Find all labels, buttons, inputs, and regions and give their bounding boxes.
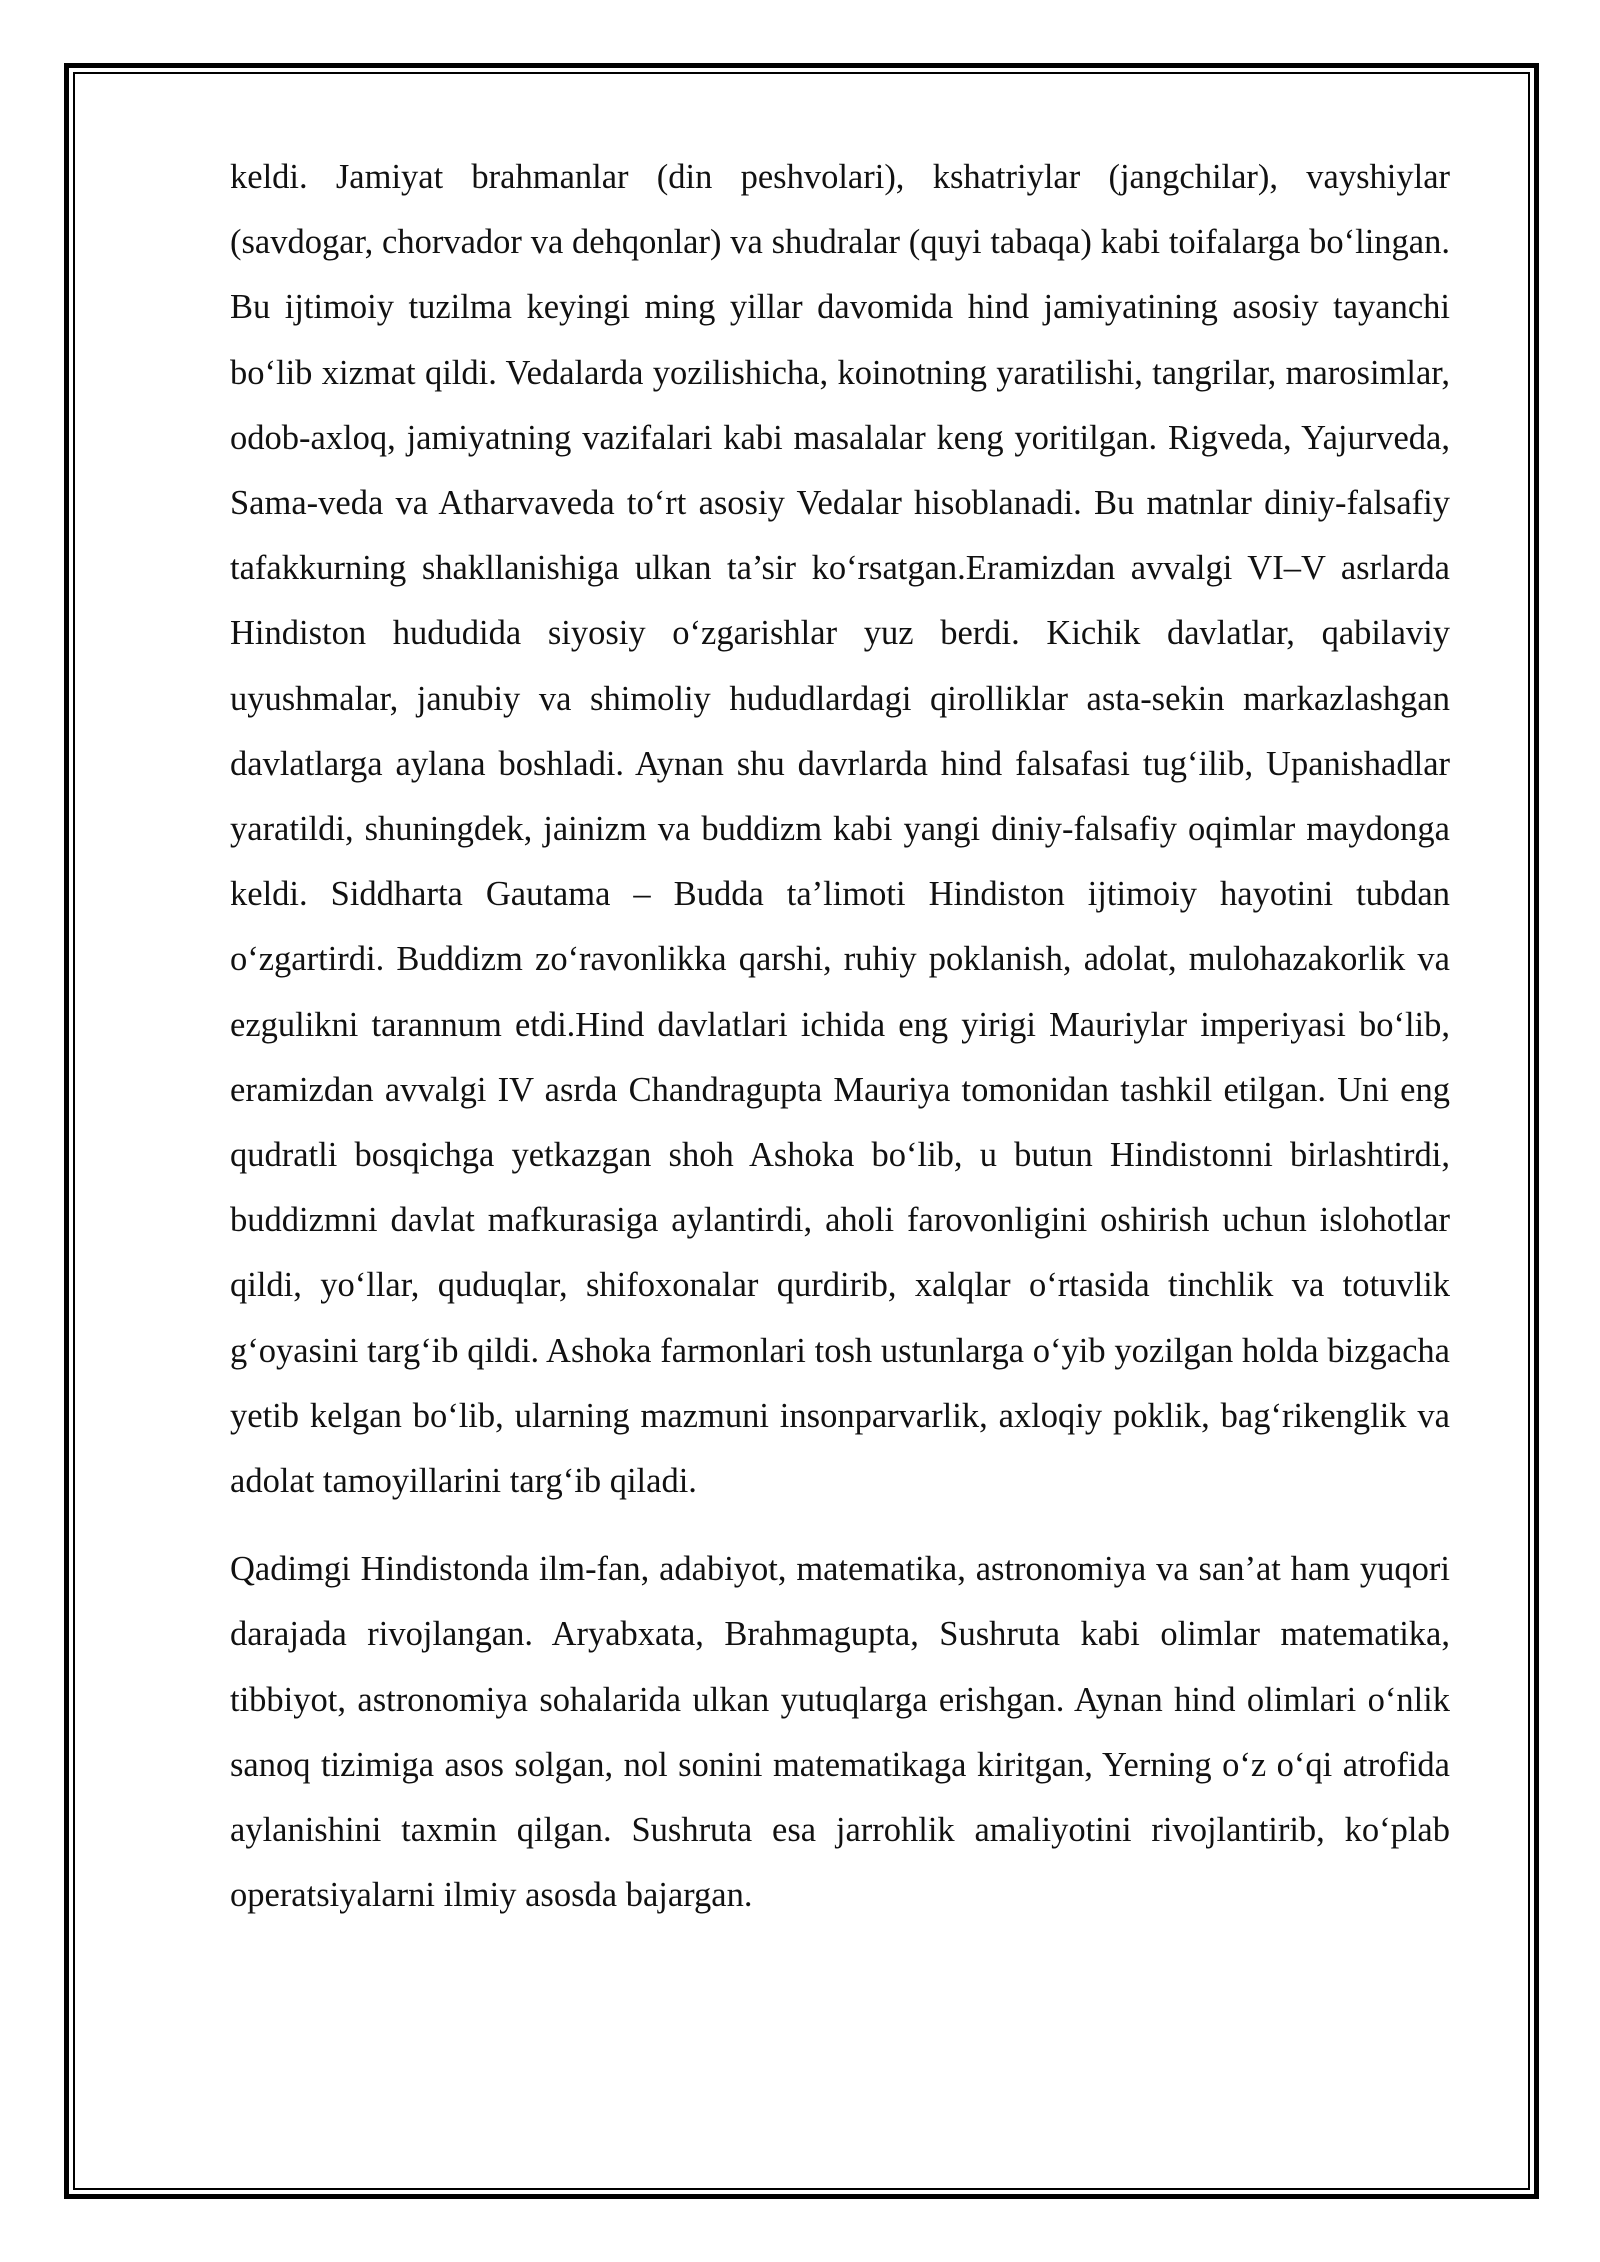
paragraph-1: keldi. Jamiyat brahmanlar (din peshvolari), kshatriylar (jangchilar), vayshiylar (savdogar, chorvador va dehqonlar) va shudralar (quyi tabaqa) kabi toifalarga bo‘lingan. Bu ijtimoiy tuzilma keyingi ming yillar davomida hind jamiyatining asosiy tayanchi bo‘lib xizmat qildi. Vedalarda yozilishicha, koinotning yaratilishi, tangrilar, marosimlar, odob-axloq, jamiyatning vazifalari kabi masalalar keng yoritilgan. Rigveda, Yajurveda, Sama-veda va Atharvaveda to‘rt asosiy Vedalar hisoblanadi. Bu matnlar diniy-falsafiy tafakkurning shakllanishiga ulkan ta’sir ko‘rsatgan.Eramizdan avvalgi VI–V asrlarda Hindiston hududida siyosiy o‘zgarishlar yuz berdi. Kichik davlatlar, qabilaviy uyushmalar, janubiy va shimoliy hududlardagi qirolliklar asta-sekin markazlashgan davlatlarga aylana boshladi. Aynan shu davrlarda hind falsafasi tug‘ilib, Upanishadlar yaratildi, shuningdek, jainizm va buddizm kabi yangi diniy-falsafiy oqimlar maydonga keldi. Siddharta Gautama – Budda ta’limoti Hindiston ijtimoiy hayotini tubdan o‘zgartirdi. Buddizm zo‘ravonlikka qarshi, ruhiy poklanish, adolat, mulohazakorlik va ezgulikni tarannum etdi.Hind davlatlari ichida eng yirigi Mauriylar imperiyasi bo‘lib, eramizdan avvalgi IV asrda Chandragupta Mauriya tomonidan tashkil etilgan. Uni eng qudratli bosqichga yetkazgan shoh Ashoka bo‘lib, u butun Hindistonni birlashtirdi, buddizmni davlat mafkurasiga aylantirdi, aholi farovonligini oshirish uchun islohotlar qildi, yo‘llar, quduqlar, shifoxonalar qurdirib, xalqlar o‘rtasida tinchlik va totuvlik g‘oyasini targ‘ib qildi. Ashoka farmonlari tosh ustunlarga o‘yib yozilgan holda bizgacha yetib kelgan bo‘lib, ularning mazmuni insonparvarlik, axloqiy poklik, bag‘rikenglik va adolat tamoyillarini targ‘ib qiladi. — [230, 158, 1450, 1501]
document-body — [230, 145, 1450, 1915]
paragraph-2: Qadimgi Hindistonda ilm-fan, adabiyot, matematika, astronomiya va san’at ham yuqori darajada rivojlangan. Aryabxata, Brahmagupta, Sushruta kabi olimlar matematika, tibbiyot, astronomiya sohalarida ulkan yutuqlarga erishgan. Aynan hind olimlari o‘nlik sanoq tizimiga asos solgan, nol sonini matematikaga kiritgan, Yerning o‘z o‘qi atrofida aylanishini taxmin qilgan. Sushruta esa jarrohlik amaliyotini rivojlantirib, ko‘plab operatsiyalarni ilmiy asosda bajargan. — [230, 1550, 1450, 1915]
